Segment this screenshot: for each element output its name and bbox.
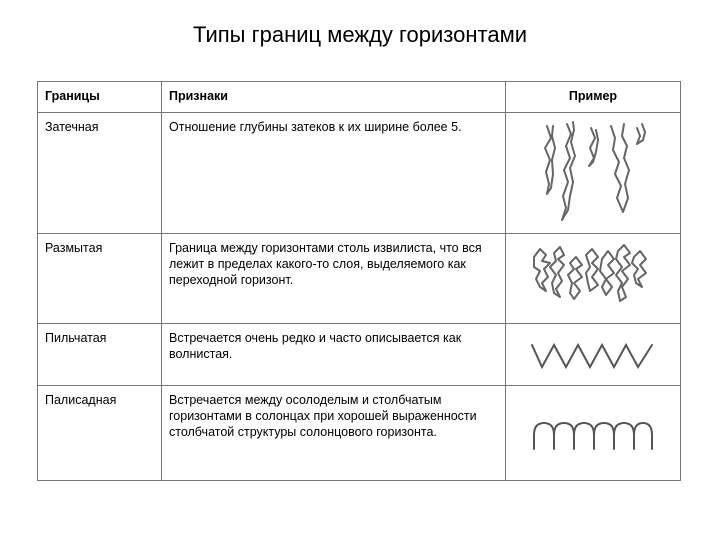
header-borders: Границы [38, 82, 162, 113]
page-title: Типы границ между горизонтами [192, 22, 528, 47]
table-header-row [38, 82, 681, 113]
tongued-boundary-drawing [533, 118, 653, 228]
header-signs: Признаки [162, 82, 506, 113]
row-name: Палисадная [38, 386, 162, 481]
row-name: Затечная [38, 113, 162, 234]
row-name: Пильчатая [38, 324, 162, 386]
row-description: Отношение глубины затеков к их ширине более 5. [162, 113, 506, 234]
row-description: Граница между горизонтами столь извилиста, что вся лежит в пределах какого-то слоя, выделяемого как переходной горизонт. [162, 234, 506, 324]
table-row [38, 113, 681, 234]
zigzag-boundary-drawing [528, 335, 658, 375]
palisade-boundary-drawing [528, 413, 658, 453]
example-cell [506, 113, 681, 234]
table-row [38, 324, 681, 386]
table-row [38, 386, 681, 481]
row-name: Размытая [38, 234, 162, 324]
row-description: Встречается между осолоделым и столбчатым горизонтами в солонцах при хорошей выраженности столбчатой структуры солонцового горизонта. [162, 386, 506, 481]
example-cell [506, 234, 681, 324]
row-description: Встречается очень редко и часто описывается как волнистая. [162, 324, 506, 386]
table-row [38, 234, 681, 324]
header-example: Пример [506, 82, 681, 113]
diffuse-boundary-drawing [528, 239, 658, 319]
boundary-types-table [37, 81, 681, 481]
example-cell [506, 386, 681, 481]
example-cell [506, 324, 681, 386]
